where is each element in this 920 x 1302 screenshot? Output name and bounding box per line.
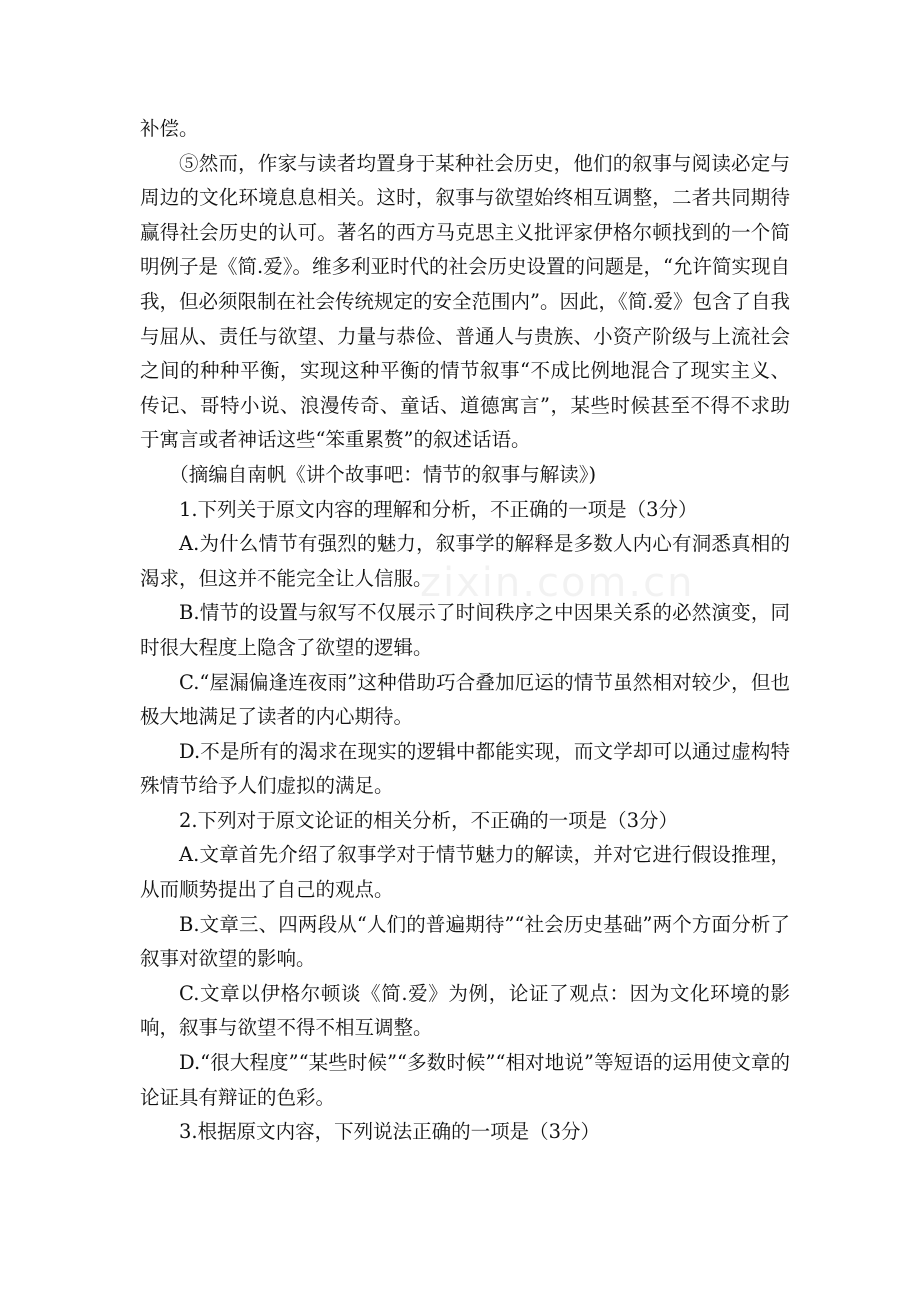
question-1: 1.下列关于原文内容的理解和分析，不正确的一项是（3分） (179, 497, 698, 521)
question-3: 3.根据原文内容，下列说法正确的一项是（3分） (179, 1120, 601, 1144)
question-1-option-b: B.情节的设置与叙写不仅展示了时间秩序之中因果关系的必然演变，同时很大程度上隐含了欲望的逻辑。 (140, 601, 790, 659)
question-2: 2.下列对于原文论证的相关分析，不正确的一项是（3分） (179, 808, 679, 832)
question-2-option-c: C.文章以伊格尔顿谈《简.爱》为例，论证了观点：因为文化环境的影响，叙事与欲望不得不相互调整。 (140, 981, 790, 1040)
question-1-option-c: C.“屋漏偏逢连夜雨”这种借助巧合叠加厄运的情节虽然相对较少，但也极大地满足了读者的内心期待。 (140, 670, 790, 729)
question-1-option-a: A.为什么情节有强烈的魅力，叙事学的解释是多数人内心有洞悉真相的渴求，但这并不能完全让人信服。 (140, 532, 790, 590)
question-2-option-d: D.“很大程度”“某些时候”“多数时候”“相对地说”等短语的运用使文章的论证具有辩证的色彩。 (140, 1051, 790, 1109)
document-body (140, 112, 790, 1150)
paragraph-continuation: 补偿。 (140, 117, 199, 140)
question-1-option-d: D.不是所有的渴求在现实的逻辑中都能实现，而文学却可以通过虚构特殊情节给予人们虚拟的满足。 (140, 739, 790, 798)
paragraph-5: ⑤然而，作家与读者均置身于某种社会历史，他们的叙事与阅读必定与周边的文化环境息息相关。这时，叙事与欲望始终相互调整，二者共同期待赢得社会历史的认可。著名的西方马克思主义批评家伊格尔顿找到的一个简明例子是《简.爱》。维多利亚时代的社会历史设置的问题是，“允许简实现自我，但必须限制在社会传统规定的安全范围内”。因此，《简.爱》包含了自我与屈从、责任与欲望、力量与恭俭、普通人与贵族、小资产阶级与上流社会之间的种种平衡，实现这种平衡的情节叙事“不成比例地混合了现实主义、传记、哥特小说、浪漫传奇、童话、道德寓言”，某些时候甚至不得不求助于寓言或者神话这些“笨重累赘”的叙述话语。 (140, 151, 790, 452)
question-2-option-a: A.文章首先介绍了叙事学对于情节魅力的解读，并对它进行假设推理，从而顺势提出了自己的观点。 (140, 843, 790, 902)
question-2-option-b: B.文章三、四两段从“人们的普遍期待”“社会历史基础”两个方面分析了叙事对欲望的影响。 (140, 912, 790, 971)
source-citation: （摘编自南帆《讲个故事吧：情节的叙事与解读》) (169, 462, 597, 486)
watermark: zixin.com.cn (420, 560, 695, 606)
